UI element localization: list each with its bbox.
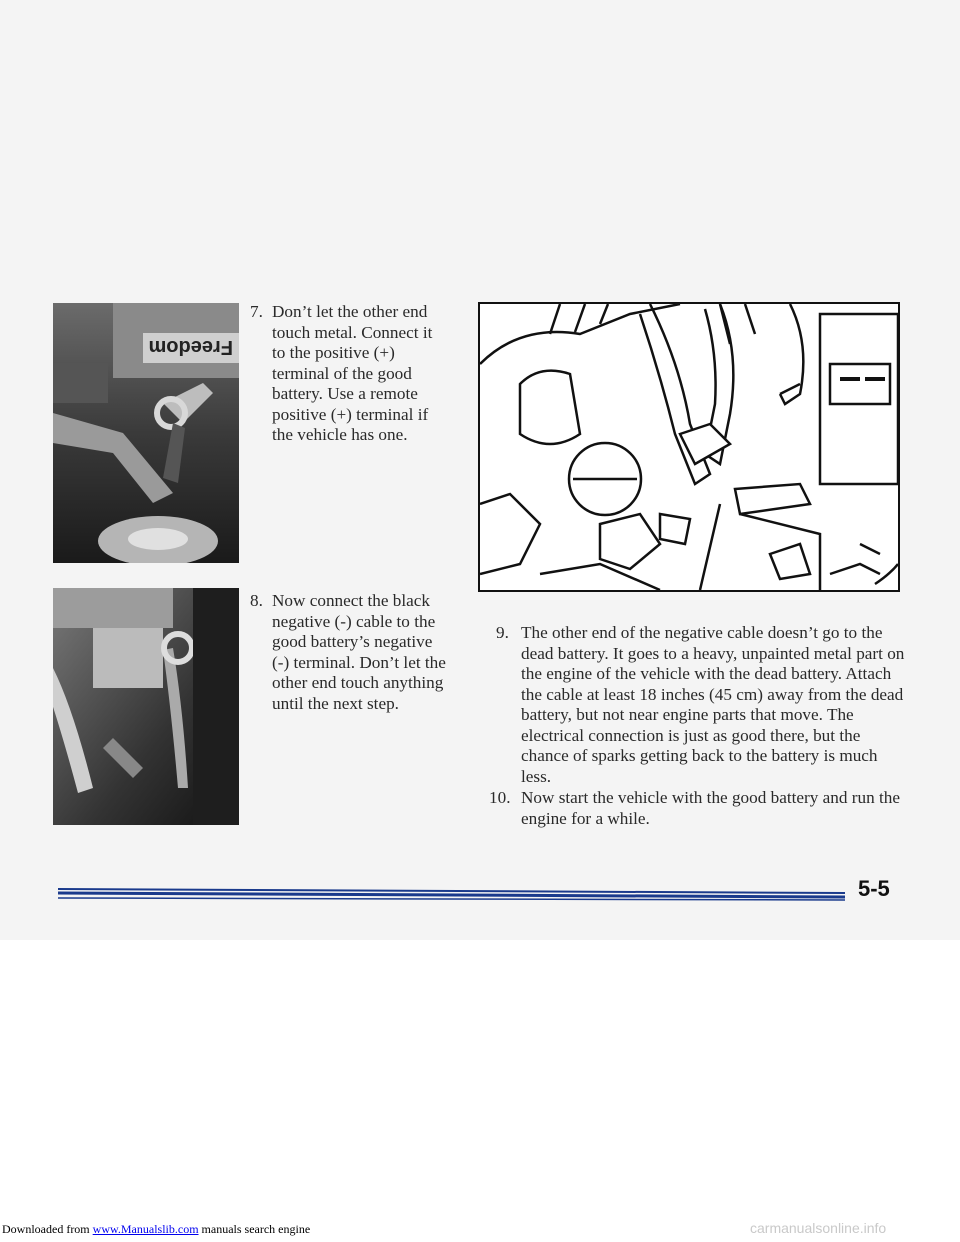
battery-label-text: Freedom	[148, 336, 233, 358]
step-10-number: 10.	[489, 788, 511, 807]
step-8	[250, 591, 450, 714]
step-7-text: Don’t let the other end touch metal. Connect it to the positive (+) terminal of the good battery. Use a remote positive (+) terminal if the vehicle has one.	[272, 302, 433, 444]
manualslib-link[interactable]: www.Manualslib.com	[92, 1222, 199, 1236]
step-9-text: The other end of the negative cable doesn’t go to the dead battery. It goes to a heavy, unpainted metal part on the engine of the vehicle with the dead battery. Attach the cable at least 18 inches (45 cm) away from the dead battery, but not near engine parts that move. The electrical connection is just as good there, but the chance of sparks getting back to the battery is much less.	[521, 623, 905, 786]
site-watermark: carmanualsonline.info	[750, 1220, 887, 1236]
step-10-text: Now start the vehicle with the good battery and run the engine for a while.	[521, 788, 900, 828]
engine-ground-illustration	[478, 302, 900, 592]
download-attribution	[2, 1222, 310, 1237]
download-prefix: Downloaded from	[2, 1222, 93, 1236]
download-suffix: manuals search engine	[198, 1222, 311, 1236]
step-7-number: 7.	[250, 302, 263, 321]
step-7	[250, 302, 450, 446]
step-8-number: 8.	[250, 591, 263, 610]
step-10	[489, 788, 909, 829]
photo-cable-clamp-negative	[53, 588, 239, 825]
photo-cable-clamp-positive	[53, 303, 239, 563]
page-number: 5-5	[858, 876, 890, 901]
step-8-text: Now connect the black negative (-) cable to the good battery’s negative (-) terminal. Don’t let the other end touch anything until the next step.	[272, 591, 446, 713]
step-9-number: 9.	[496, 623, 509, 642]
footer-rules	[0, 880, 960, 910]
step-9	[496, 623, 906, 787]
